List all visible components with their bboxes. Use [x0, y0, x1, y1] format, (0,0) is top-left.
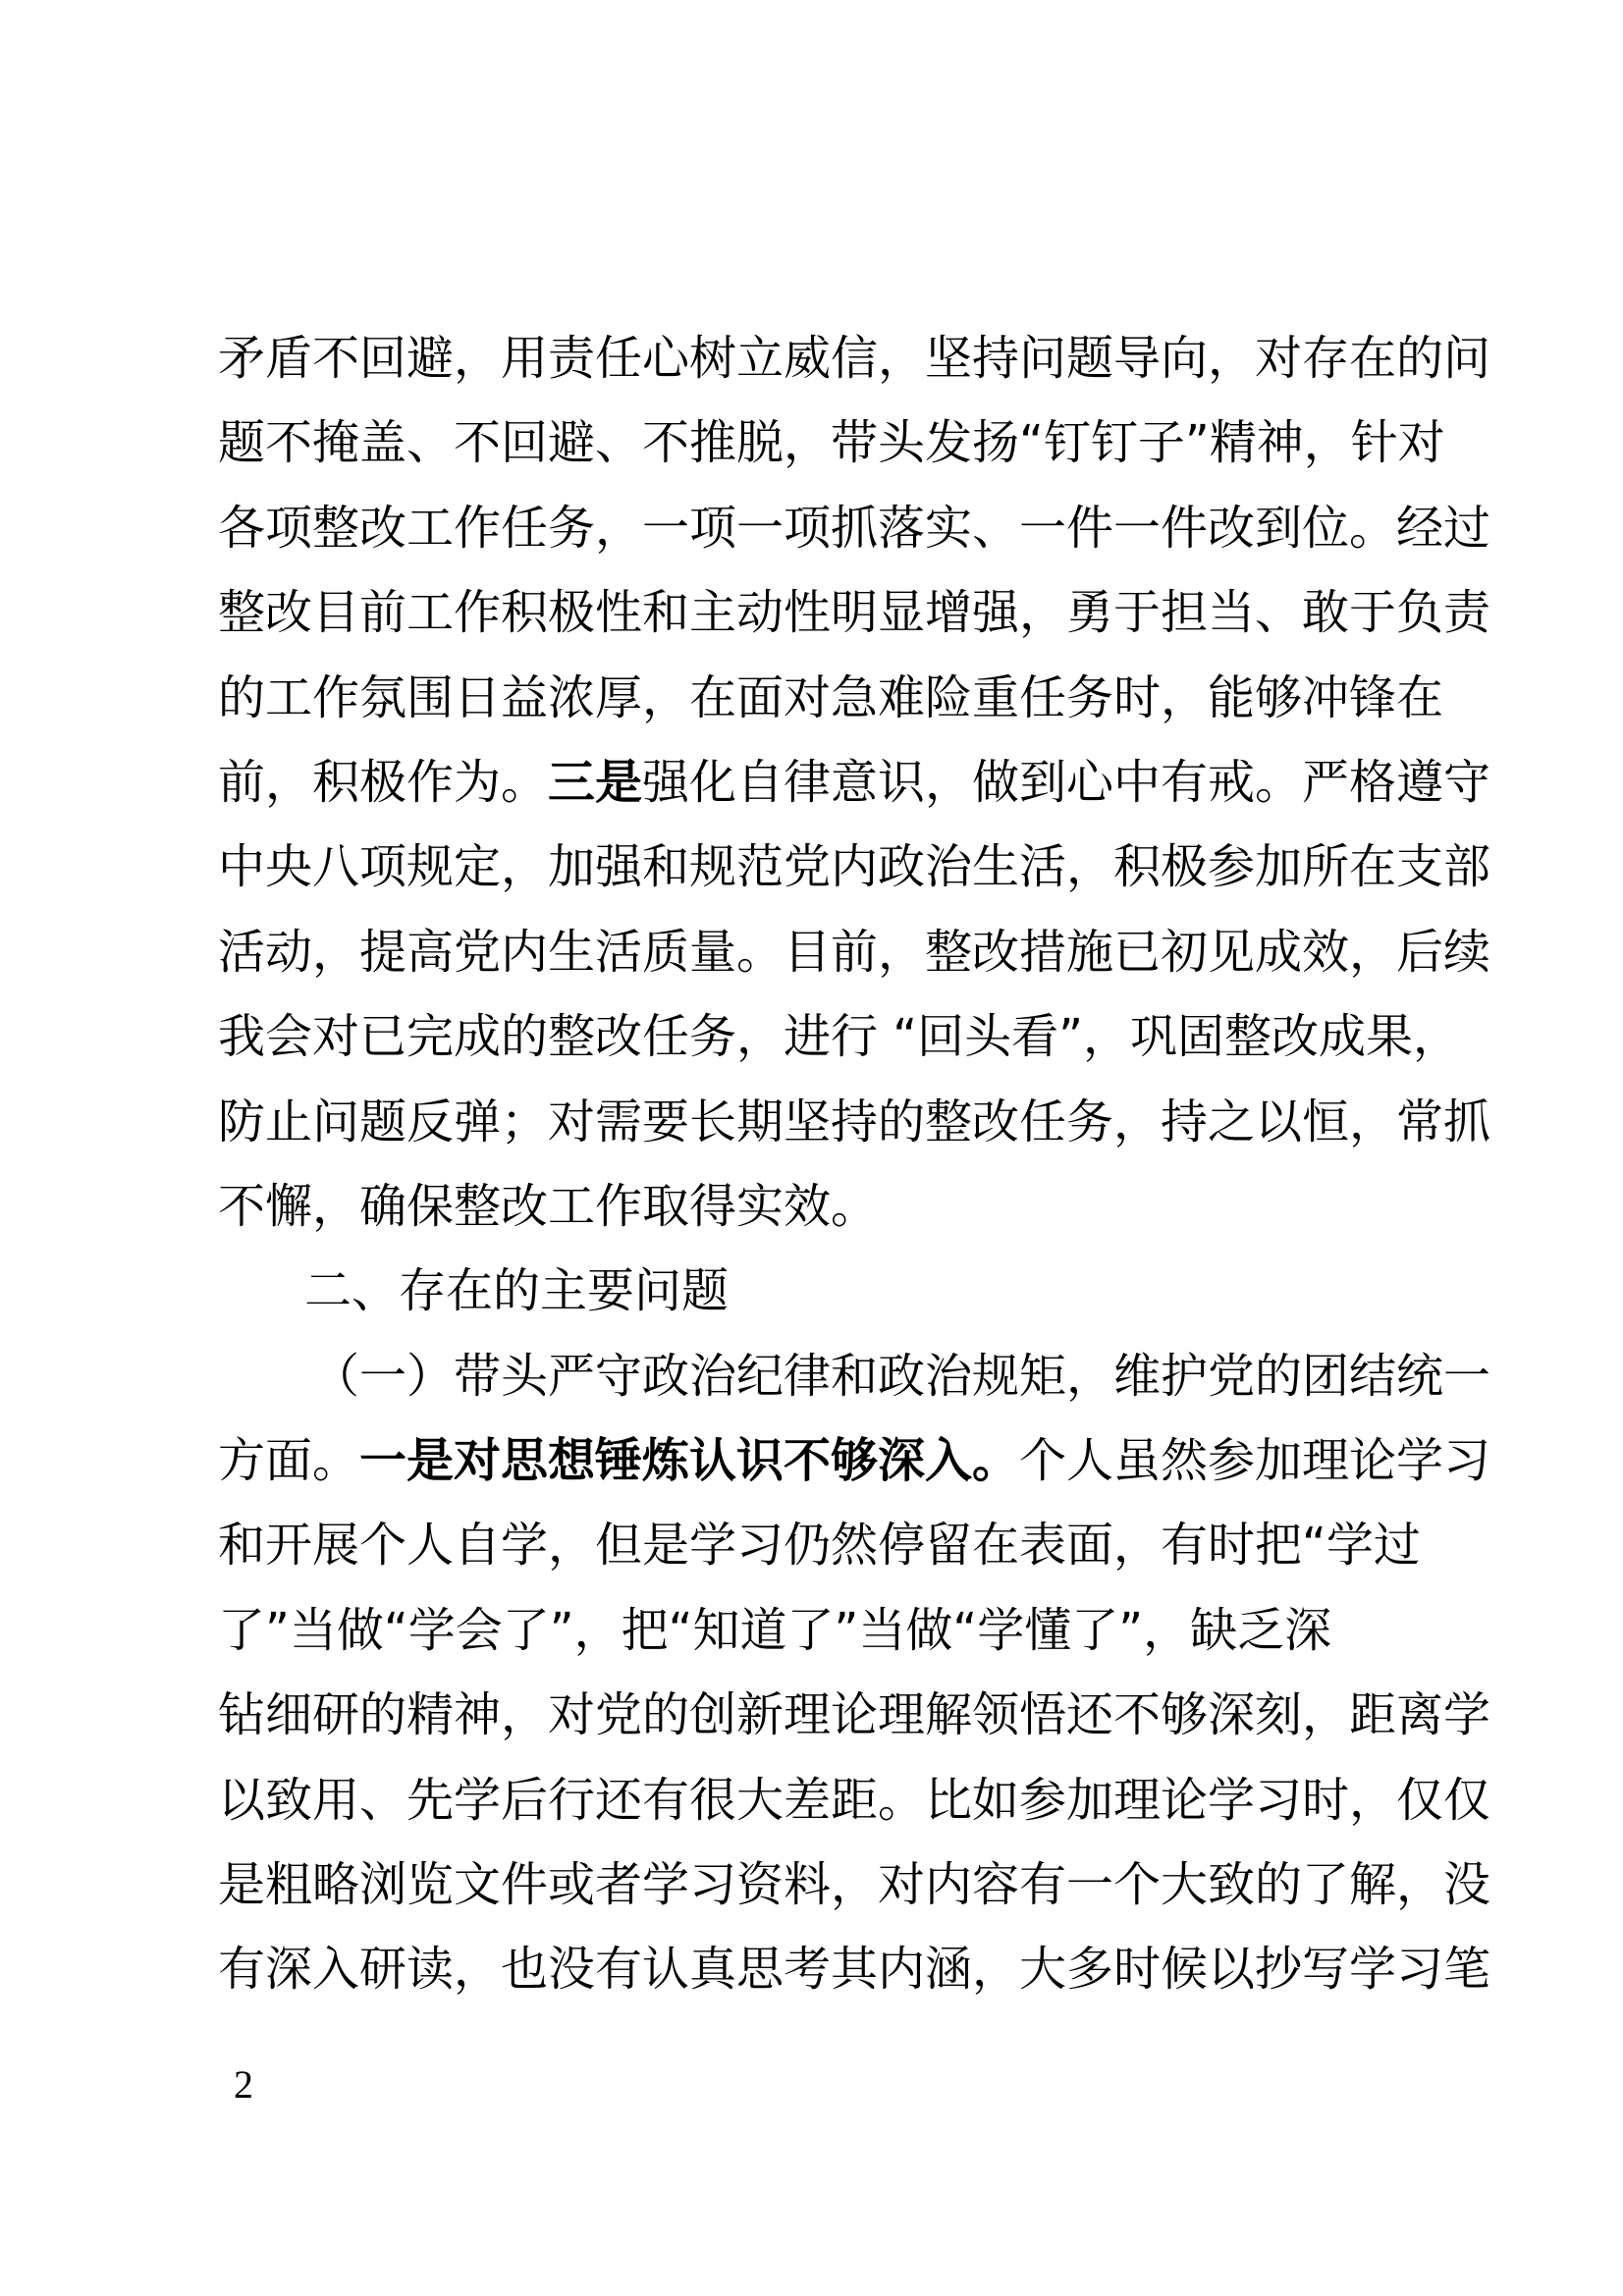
text-line: 矛盾不回避，用责任心树立威信，坚持问题导向，对存在的问 [218, 331, 1491, 386]
text-line: 是粗略浏览文件或者学习资料，对内容有一个大致的了解，没 [218, 1857, 1491, 1913]
text-line: 不懈，确保整改工作取得实效。 [218, 1178, 879, 1234]
text-line: 我会对已完成的整改任务，进行 “回头看”，巩固整改成果， [218, 1009, 1460, 1065]
page-number: 2 [234, 2062, 253, 2107]
text-segment: 前，积极作为。 [218, 754, 549, 810]
text-line: 了”当做“学会了”，把“知道了”当做“学懂了”，缺乏深 [218, 1602, 1332, 1658]
text-line: 活动，提高党内生活质量。目前，整改措施已初见成效，后续 [218, 924, 1491, 980]
text-line: 各项整改工作任务，一项一项抓落实、一件一件改到位。经过 [218, 500, 1491, 556]
text-line: 有深入研读，也没有认真思考其内涵，大多时候以抄写学习笔 [218, 1942, 1491, 1998]
text-segment: 强化自律意识，做到心中有戒。严格遵守 [642, 754, 1491, 810]
text-line: 中央八项规定，加强和规范党内政治生活，积极参加所在支部 [218, 839, 1491, 895]
text-line [218, 1418, 1491, 1503]
text-line: 和开展个人自学，但是学习仍然停留在表面，有时把“学过 [218, 1518, 1421, 1574]
text-line [218, 740, 1491, 825]
bold-lead-in: 三是 [548, 754, 643, 810]
body-text [218, 316, 1491, 2012]
text-line: 整改目前工作积极性和主动性明显增强，勇于担当、敢于负责 [218, 585, 1491, 641]
subsection-heading: （一）带头严守政治纪律和政治规矩，维护党的团结统一 [312, 1348, 1491, 1404]
text-line: 防止问题反弹；对需要长期坚持的整改任务，持之以恒，常抓 [218, 1094, 1491, 1149]
text-line: 以致用、先学后行还有很大差距。比如参加理论学习时，仅仅 [218, 1772, 1491, 1828]
section-heading: 二、存在的主要问题 [304, 1263, 730, 1319]
text-line: 钻细研的精神，对党的创新理论理解领悟还不够深刻，距离学 [218, 1687, 1491, 1743]
text-segment: 方面。 [218, 1433, 360, 1489]
text-line: 题不掩盖、不回避、不推脱，带头发扬“钉钉子”精神，针对 [218, 415, 1445, 471]
bold-lead-in: 一是对思想锤炼认识不够深入。 [359, 1433, 1020, 1489]
text-segment: 个人虽然参加理论学习 [1019, 1433, 1491, 1489]
text-line: 的工作氛围日益浓厚，在面对急难险重任务时，能够冲锋在 [218, 669, 1444, 725]
